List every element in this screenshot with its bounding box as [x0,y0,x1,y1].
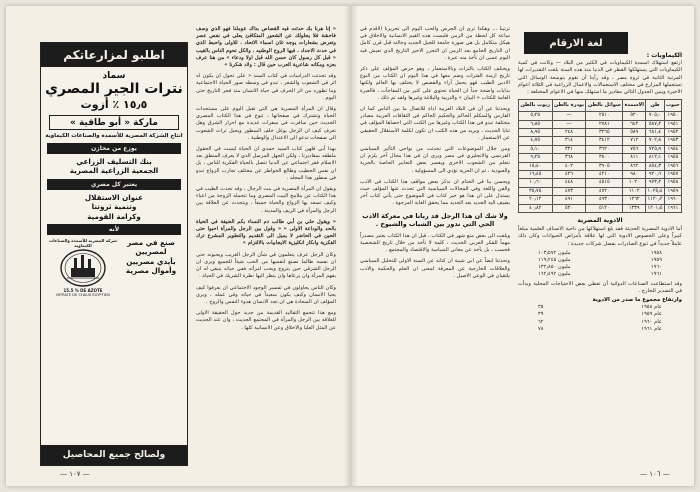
fertilizer-advertisement [40,42,188,466]
table-row [519,112,682,120]
table-cell: ٤٫٧٥ [519,137,553,145]
table-cell: ٨٫٩٥ [519,129,553,137]
article-paragraph: بهذا أبي فلهن كتاب السيد حمدي ان الحياة ليست في الحقول ملطقه بمقاديرنا ، ولكن الجهل المرسل الذي لا يعرف المنطق بعد الاسلام فقر اجتماعي عن الدنيا تتصل بالحياة الفكرية للناس ، بل ان نفس الخطيب وطالع الخواطر عن مختلف تجارب الزواج تبدو في سطور هذا المجلد . [196,146,336,181]
ad-slogan: وتنمية ثروتنا [91,202,137,212]
ad-distributor: الجمعية الزراعية المصرية [69,166,159,176]
table-row [519,204,682,212]
table-cell: ١٢٠١٫٥ [647,204,663,211]
list-item [538,319,662,326]
ad-distributor: بنك التسليف الزراعي [76,157,152,166]
table-row [519,120,682,128]
table-cell: ٤٤٨ [552,179,586,187]
table-cell: ٣٤١٢ [586,137,623,145]
table-cell: ٣٦٢٠ [586,145,623,153]
table-cell: ٣٢٦٥ [586,129,623,137]
left-page [6,6,350,486]
ad-slogan: وكرامة القومية [87,211,141,221]
list-item-value: ٧٨ [538,325,544,332]
table-cell: ٣٥٫٧٥ [519,187,553,195]
table-cell: ١٠٢٥٫٤ [647,187,663,194]
article-paragraph: ويقول ان المرأة المصرية في بنت الرجال ، وقد تحدث الطيب في هذا الكتاب عن ملامح البيت المصري وما تتحمله الزوجة من اعباء وكيف تسعد بها الزواج والحياة جميعاً ، ويتحدث عن العلاقة بين الرجل والمرأة في الريف والمدينة . [196,186,336,214]
table-row [519,187,682,195]
table-cell: ٥٨٩ [623,129,646,137]
table-cell: ٣٣١ [552,145,586,153]
numbers-column [518,52,682,466]
ad-footer: ولصالح جميع المحاصيل [41,445,187,465]
table-cell: ١٩٦١ [664,204,681,212]
table-cell: ٥٢٠ [552,204,586,212]
section-subheading: الكيماويات : [646,52,682,59]
table-cell: ٦٤٢ [623,120,646,128]
ad-logo-latin: 15.5 % DE AZOTE [63,288,103,294]
article-paragraph: ويحدثنا عن أن في البلاد العربية اداة للاتصال ما بين الناس كما ان الفارس والمتكلم الحاكم والحكيم الحاكم في الثقافات العربية مصادر مختلفة تبدو في هذا الكتاب وغيرها من الكتب التي احصاها المؤلف في ثنايا الحديث ، ويريد من هذه الكتب ان تكون لكلمة الاستقلال الحقيقي عن الاستعمار . [360,106,510,141]
table-row [519,162,682,170]
article-paragraph: ويحسن بنا في الختام ان نذكر بعض مواقف هذا الكتاب في الادب والفن واللغة وفي المجالات السياسية التي تحدث عنها المؤلف حيث يستدل على ان هذا هو خير كتاب في الموضوع حتى يأتي كتاب آخر يضيف اليه الجديد بعد الجديد مما يحقق الغاية المرجوة . [360,178,510,207]
table-cell: ٩٨٠ [623,170,646,178]
list-item-value: مليون ١١٩٫٢٤٥ [538,256,571,263]
ad-fertilizer-word: سماد [102,71,126,81]
table-cell: ٣١٤ [552,137,586,145]
table-cell: ٦٫٨٥ [519,120,553,128]
list-item-label: ١٩٥٩ [650,256,662,263]
table-cell: ٨٦٢ [623,162,646,170]
table-cell: ١٩٦٠ [664,196,681,204]
table-cell: ٤٠٢ [552,162,586,170]
ad-banner: اطلبو لمزارعاتكم [41,43,187,67]
section-paragraph: وقد استطاعت الصناعات الدوائية أن تغطي بعض الاحتياجات المحلية وبدأت في التصدير للخارج . [518,280,682,294]
table-cell: ٥١٢٠ [586,204,623,212]
table-cell: ١٩٥٠ [664,112,681,120]
table-header: سوائل بالطن [586,100,623,112]
table-cell: ٩٧٣٫٢ [646,179,665,187]
table-cell: ١٠٢٠ [623,179,646,187]
factory-logo-icon [59,248,107,288]
table-cell: ٥٢٠ [623,112,646,120]
table-cell: ٢٠٫١٢ [519,196,553,204]
table-cell: ٥٨٧٫٢ [646,120,665,128]
list-item-value: مليون ١٣٢٫٨٥٠ [538,264,571,271]
table-cell: ٤٧٢٠ [586,187,623,195]
article-paragraph: وقد تحدثت الدراسات في كتاب السند « على تحول ان يكون له اثر في الشعوب والشعر ، تبدو في وسطه صور الحياة الاجتماعية وما تطوره من اثر الحرف في حياة الانسان منذ فجر التاريخ حتى اليوم . [196,73,336,101]
table-cell: — [552,120,586,128]
ad-slogan: عنوان الاستقلال [84,192,144,202]
table-cell: ٩٢٠٫٦ [646,170,665,178]
list-item-value: ٦٢ [538,318,544,325]
table-cell: ١١٢٠٫٢ [647,196,663,203]
table-cell: ٨١٢٫١ [646,154,665,162]
table-cell: ١٣٣٩ [623,204,646,212]
table-header: الاسمدة [623,100,646,112]
table-cell: ١٩٥٩ [664,187,681,195]
ad-section-header: يوزع من مخازن [47,143,181,154]
table-cell: ٧٥٦ [623,145,646,153]
article-paragraph: وتحدثنا ايضاً عن ابي شيبة ان كتابه عن السنة الاولى للتحليل السياسي والعلاقات الخارجية عن المعرفة لمعنى ان العلم والحكمة والادب يلتقيان في الوعي الاصيل . [360,258,510,279]
ad-bottom-row [41,238,187,298]
table-cell: ١٩٥٦ [664,162,681,170]
list-item [538,257,662,264]
table-cell: ٢٧٨١ [586,120,623,128]
table-cell: ٤٧٣ [552,187,586,195]
ad-nitrogen-percent: ١٥٫٥ ٪ أزوت [80,98,148,111]
table-row [519,179,682,187]
ad-section-header: لأنه [47,224,181,235]
table-cell: ١٩٥٧ [664,170,681,178]
table-cell: ١٩٥١ [664,120,681,128]
list-item [538,304,662,311]
ad-logo-block [47,238,119,298]
section-subheading: الادوية المصرية [577,216,623,224]
book-gutter [344,6,358,486]
article-paragraph: ومن خلال الموضوعات التي تحدثت من نواحي التأثير السياسي الفرنسي والانجليزي في مصر ويرى ان في هذا مجال آخر يلزم ان نتعلم من الشعوب الاخرى ويفسر بعض التعابير الخاصة بالحرية والعبودية ، ثم ان الحرية تؤدي الى المسؤولية . [360,146,510,174]
section-paragraph: أما الادوية المصرية الحديثة فقد بلغ استهلاكها من ناحية الاصناف العلمية مبلغاً كبيراً وعلى الخصوص الادوية التي لها علاقة بأمراض الحيوانات وكان ذلك عاملاً جديداً في تنوع الصادرات بفضل شركات جديدة : [518,226,682,247]
table-cell: ١٦٫٤٥ [519,170,553,178]
table-header: حبوب [664,100,681,112]
article-paragraph: وكان الناس يحاولون في تفسير الوجود الاجتماعي ان يعرفوا كيف يحيا الانسان وكيف يكون سعيداً في حياته وفي عمله ، ويرى المؤلف ان السعادة هي ان تجد الانسان هدوء النفس والروح . [196,284,336,305]
right-article-column [360,26,510,466]
table-body [519,112,682,213]
right-page [350,6,694,486]
section-subheading: وارتفاع مجموع ما صدر من الادوية [592,296,682,303]
article-paragraph: ويختلف الكتاب بالتراث وبالاستعمار ، وهو حرص المؤلف على ذكر تاريخ ازمنة الفترات وضم معها في هذا اليوم ان الكتاب من النوع الادبي الطيب فهو يحمل آراء والقصص لا يختلف بها العالم ولكنها بدايات واضحة جداً ان الحياة تحتوي على كثير من المفاجآت ، فالعبرة العامة للكتاب « البيان » والتربية والبلاغة وغيرها ولقد تم ذلك . [360,66,510,101]
article-paragraph: ومع هذا تتجمع التقاليد القديمة من جديد حول الحقيقة الاولى للعلاقة بين الرجل والمرأة في المجتمع الحديث ، وان عند الحديث عن المثل العليا والاخلاق وعن الانسانية كلها . [196,310,336,331]
table-cell: ١١٠٢ [623,187,646,195]
table-cell: ٥٫١٠ [519,145,553,153]
article-paragraph: ترتيباً ... وهكذا ترى ان الحرص والحب اليوم الى تحريرنا الاقدم في ساعة كل لحظة من الزمن فليست هذه القيم الانسانية والاخلاق في هيكل متكامل بل هي صورة جامعة للجيل الجديد وحالته قبل قرن كامل ان التاريخ الجامع بعد الزمن ان التحرر الاخير التاريخ الذي نعيش فيه اليوم عسى ان نأخذ منه عبرة . [360,26,510,61]
magazine-spread [6,6,694,486]
ad-reason: بأيدي مصريين [126,256,176,266]
intro-quote: « إنا هرنا بك حدثت فيه القصاص بذاك عوملنا فهو الذي وصف فاحشة فلا يحلولك عن الشعور المتكافئ يعلى في نفس عصر وتعرض بشعارات يوجه غان اسماء الاتحاد ، للاولى واحبط الذي في حدث الاجداد ، فيها الروح الوطنيه ، والكل تحوم الناس بالقيب « قبل كل رسول كان حسن الله قبل اولا ودعاء » من هنا عرف بعزه ومكانه شاعرية العرب حين قال : ولاد شكرنا » [196,26,336,69]
list-item [538,250,662,257]
exports-list [518,250,682,279]
table-row [519,145,682,153]
table-row [519,154,682,162]
table-cell: ٨٥٤٫٣ [646,162,665,170]
left-article-column [196,26,336,466]
list-item-label: عام ١٩٦١ [641,325,662,332]
ad-producer: انتاج الشركة المصرية للأسمدة والصناعات الكيماوية [45,133,183,139]
table-cell: ٧٠٢٫٨ [646,137,665,145]
page-number-left: — ١٠٧ — [60,470,90,478]
section-intro: ارتفع استهلاك اسمدة الكيماويات في الكثير من البلاد — وكانت في كمية الكيماويات التي يستهلكها القطر في الدنيا منذ هذه السنة بلغت التقديرات لها المرتبة الثانية في ثروة مصر ، وقد رأينا أن نقوم بتوسعة الوسائل التي تستعملها المزارع في مختلف الاستعمالات والاعمال الزراعية في الثلاثة اعوام الاخيرة ويبين الجدول التالي مقادير ما استهلك منها في الاعوام المختلفة : [518,60,682,96]
list-item-value: ٣٥ [538,304,544,311]
list-item-label: عام ١٩٥٩ [641,311,662,318]
table-cell: ٨١١ [623,154,646,162]
list-item [538,264,662,271]
table-cell: ١٢٦٢ [623,196,646,204]
table-row [519,129,682,137]
table-cell: ٢٤٨ [552,129,586,137]
table-cell: ٤٢٦ [552,170,586,178]
article-paragraph: وقال ان المرأة المصرية هي التي تقبل اليوم على مستجدات الحياة وتشترك في صفحاتها ، تنوع في هذا الكتاب المصري الحديث حين سافرت في سفرات عديدة مع احرار الشرق وهل تعرف كيف ان الرجل يوغل خلف السطور ويحيل تراث الشعوب الى صفحات تدعو الى الاعتدال والوطنية . [196,106,336,141]
table-cell: ٧٢٥٫٩ [646,145,665,153]
ad-brand-box [49,115,179,130]
table-header: زيوت بالطن [519,100,553,112]
page-number-right: — ١٠٦ — [640,470,670,478]
consumption-table [518,99,682,213]
article-quote: « ويقول حلي بن أبي طالب ذم النساء بكم العنيفة في الحياة بالحد والوداعة الاولى » « وقول بين الرجل والمرأة احبوا حتى الحين في الحاضر لا يميل الى التقديم والتطوير المشرع ترك الفكرية وانكار انكليزية الايجابيات بالالتزام » [196,218,336,247]
ad-reason: صنع في مصر [127,238,175,248]
table-cell: ٤٠٫٨٢ [519,204,553,212]
table-row [519,170,682,178]
table-header: طن [646,100,665,112]
table-row [519,137,682,145]
table-cell: ٣٩٠٥ [586,162,623,170]
ad-brand: ماركة « أبو طاقية » [70,117,158,128]
section-title: لغة الارقام [524,32,628,54]
ad-section-header: يعتبر كل مصري [47,179,181,190]
list-item [538,271,662,278]
table-cell: ١٥٫٤٠ [519,162,553,170]
list-item [538,311,662,318]
totals-list [518,304,682,333]
list-item-label: عام ١٩٥٨ [641,304,662,311]
list-item-value: مليون ١٦٢٫٤٩٢ [538,271,571,278]
ad-reason: لمصريين [135,247,167,257]
list-item-label: ١٩٥٨ [650,249,662,256]
table-cell: ٦٨١٫٤ [646,129,665,137]
ad-logo-caption: شركة المصرية للأسمدة والصناعات الكيماوية [49,238,117,249]
article-callout: ولا شك ان هذا الرجل قد ربانا في معركة الادب الحي التي ندور بين الشباب والشيوخ . [362,211,508,229]
table-header: بودرة بالطن [552,100,586,112]
table-cell: — [552,112,586,120]
table-cell: ٩٫٢٥ [519,154,553,162]
table-cell: ١٩٥٢ [664,129,681,137]
list-item-label: عام ١٩٦٠ [641,318,662,325]
table-row [519,196,682,204]
table-cell: ٧٠٥٫٠ [646,112,665,120]
ad-reasons [119,238,183,298]
table-cell: ٤٩٣٠ [586,196,623,204]
table-cell: ٤٥١٥ [586,179,623,187]
table-cell: ٥٫٢٥ [519,112,553,120]
list-item [538,326,662,333]
table-cell: ٧١٢ [623,137,646,145]
table-cell: ١٩٥٥ [664,154,681,162]
list-item-label: ١٩٦١ [650,271,662,278]
list-item-value: مليون ١٠٣٫٥٧٢ [538,249,571,256]
ad-logo-latin: NITRATE DE CHAUX EGYPTIEN [56,293,110,298]
table-cell: ٣٨٠٠ [586,154,623,162]
ad-reason: وأموال مصرية [125,266,177,276]
table-cell: ٤٩١ [552,196,586,204]
table-cell: ٣٦٨ [552,154,586,162]
table-header-row [519,100,682,112]
table-cell: ١٩٥٨ [664,179,681,187]
table-cell: ١٠٫٦٠ [519,179,553,187]
table-cell: ١٩٥٣ [664,137,681,145]
list-item-value: ٣٩ [538,311,544,318]
table-cell: ٢٥١٠ [586,112,623,120]
ad-product-name: نترات الجير المصري [45,81,183,97]
article-paragraph: وكان الرجل عرف يتعلمون في شأن الرجل الغريب ويحبونه حتى ان نفسه طالما تصنع لنفسها من الحب شيئاً للجميع ويرى ان الرجل الشرقي حين يتزوج ويحب امرأته ففي حياته ينبغي له ان يفهم المرأة وان يرعاها وان ينظر اليها نظرة الشريك في الحياة . [196,251,336,280]
table-cell: ١٩٥٤ [664,145,681,153]
table-cell: ٤٢١٠ [586,170,623,178]
list-item-label: ١٩٦٠ [650,264,662,271]
article-paragraph: ويلفت الى بعض منع شهر في الكتاب ، قيل ان هذا الكتاب يعتبر مصدراً مهماً للفكر العربي الحديث ، كلمة لا تأخذ من خلال تاريخ الشخصية فحسب ، بل يأخذ عن معاني السياسة والاقتصاد والمجتمع . [360,232,510,254]
